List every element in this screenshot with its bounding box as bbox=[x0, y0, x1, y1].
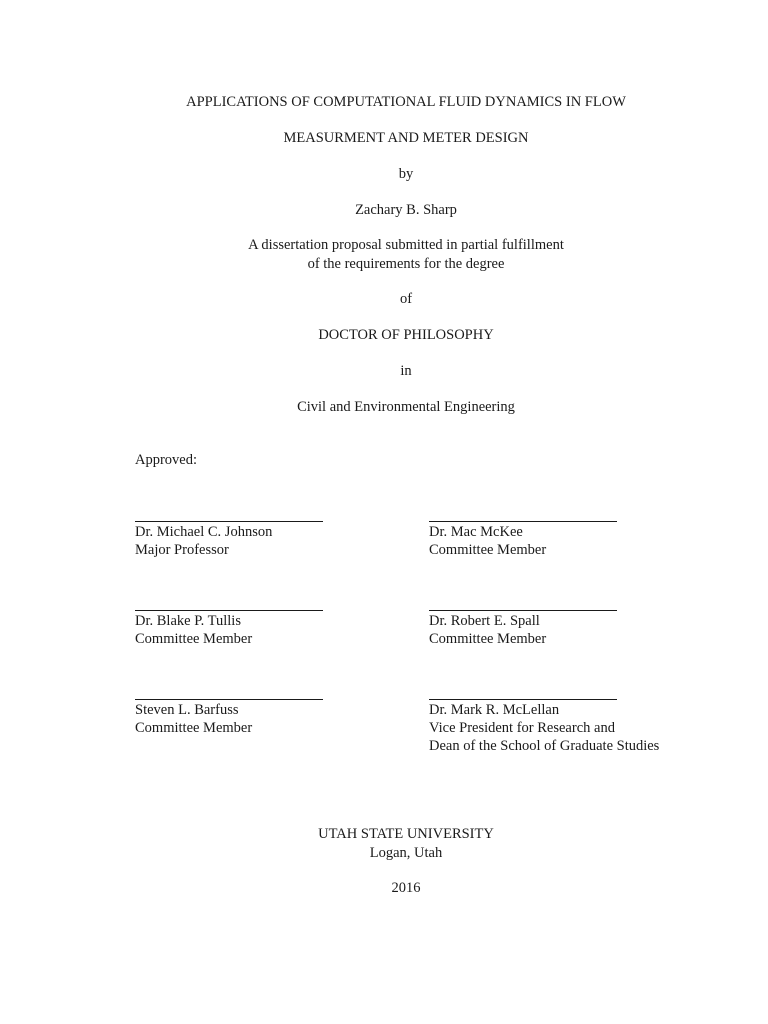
signature-line bbox=[429, 521, 617, 522]
signature-line bbox=[135, 699, 323, 700]
of-text: of bbox=[399, 291, 413, 307]
year: 2016 bbox=[391, 880, 421, 896]
signer-name: Steven L. Barfuss bbox=[135, 702, 239, 718]
signature-block bbox=[429, 521, 619, 559]
approved-label: Approved: bbox=[135, 452, 198, 468]
signer-role: Dean of the School of Graduate Studies bbox=[429, 738, 660, 754]
by-text: by bbox=[398, 166, 414, 182]
signature-block bbox=[135, 699, 325, 737]
field-name: Civil and Environmental Engineering bbox=[297, 399, 515, 415]
signer-role: Committee Member bbox=[429, 631, 547, 647]
title-line-1: APPLICATIONS OF COMPUTATIONAL FLUID DYNAMICS IN FLOW bbox=[186, 94, 626, 110]
in-text: in bbox=[400, 363, 412, 379]
statement-line-1: A dissertation proposal submitted in partial fulfillment bbox=[248, 237, 564, 253]
signature-block bbox=[135, 610, 325, 648]
university-location: Logan, Utah bbox=[369, 845, 443, 861]
signer-role: Committee Member bbox=[429, 542, 547, 558]
statement-line-2: of the requirements for the degree bbox=[307, 256, 505, 272]
signature-line bbox=[135, 521, 323, 522]
signer-role: Major Professor bbox=[135, 542, 229, 558]
degree-name: DOCTOR OF PHILOSOPHY bbox=[318, 327, 494, 343]
title-line-2: MEASURMENT AND METER DESIGN bbox=[283, 130, 529, 146]
signer-name: Dr. Blake P. Tullis bbox=[135, 613, 241, 629]
signature-block bbox=[429, 699, 660, 755]
signature-block bbox=[429, 610, 619, 648]
signature-line bbox=[429, 699, 617, 700]
signer-role: Committee Member bbox=[135, 720, 253, 736]
signature-line bbox=[429, 610, 617, 611]
signer-name: Dr. Michael C. Johnson bbox=[135, 524, 273, 540]
signer-name: Dr. Robert E. Spall bbox=[429, 613, 540, 629]
author-name: Zachary B. Sharp bbox=[355, 202, 457, 218]
signer-role: Vice President for Research and bbox=[429, 720, 615, 736]
signer-name: Dr. Mark R. McLellan bbox=[429, 702, 560, 718]
signer-name: Dr. Mac McKee bbox=[429, 524, 523, 540]
university-name: UTAH STATE UNIVERSITY bbox=[318, 826, 494, 842]
signature-block bbox=[135, 521, 325, 559]
signer-role: Committee Member bbox=[135, 631, 253, 647]
signature-line bbox=[135, 610, 323, 611]
